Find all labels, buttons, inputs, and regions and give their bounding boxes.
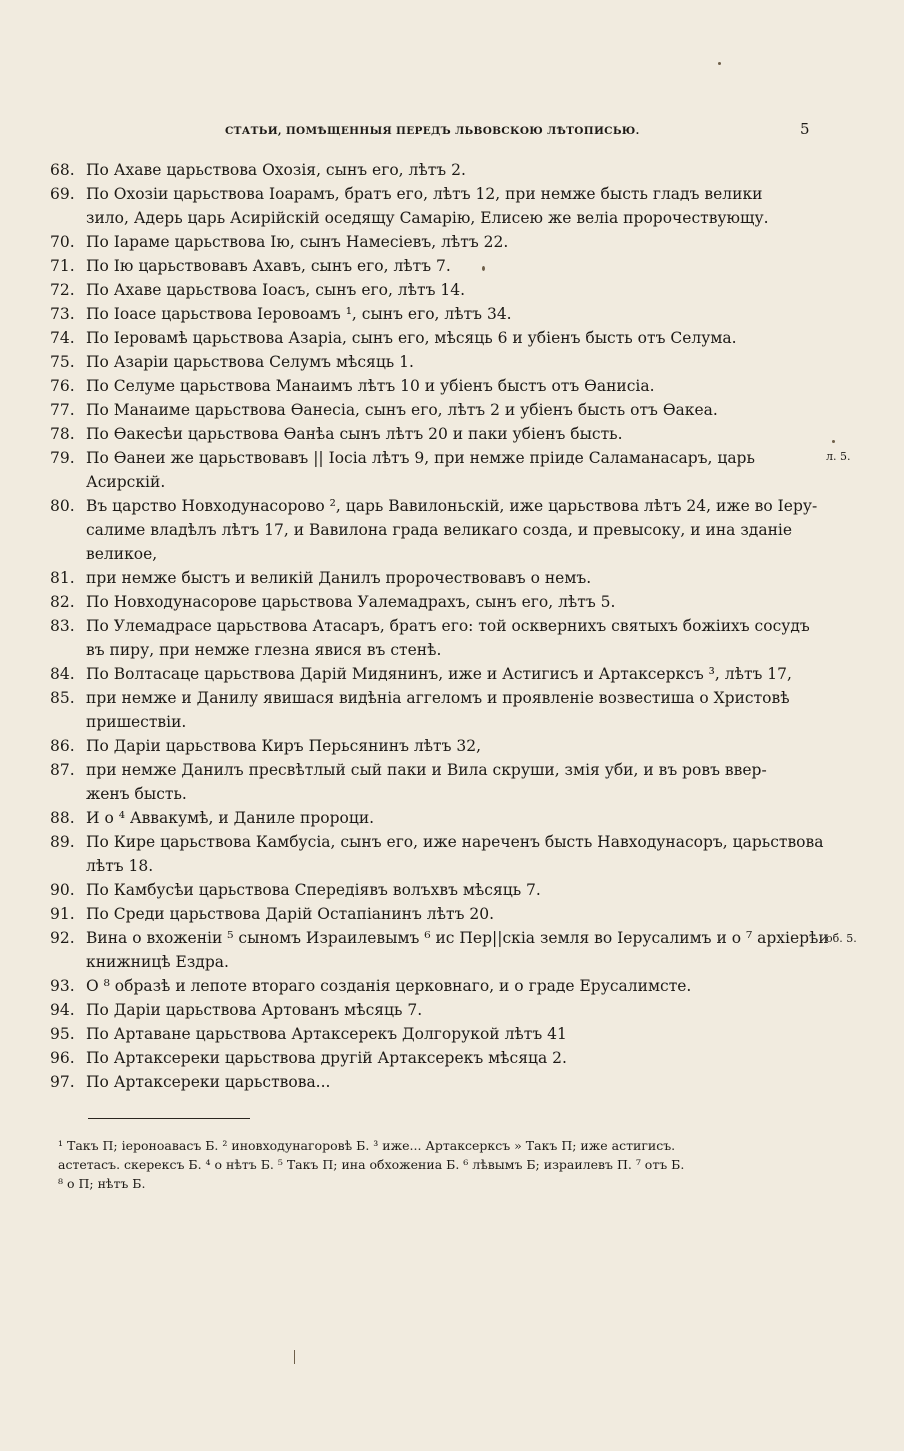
entry-number: 92. xyxy=(50,929,75,947)
chronicle-entry xyxy=(50,566,820,590)
entry-text-line: пришествіи. xyxy=(86,713,187,731)
entry-text-line: По Новходунасорове царьствова Уалемадрахъ, сынъ его, лѣтъ 5. xyxy=(86,593,616,611)
footnotes xyxy=(58,1136,828,1193)
chronicle-entry xyxy=(50,278,820,302)
entry-number: 69. xyxy=(50,185,75,203)
chronicle-entries xyxy=(50,158,829,1094)
entry-number: 85. xyxy=(50,689,75,707)
header-title: СТАТЬИ, ПОМѢЩЕННЫЯ ПЕРЕДЪ ЛЬВОВСКОЮ ЛѢТОПИСЬЮ. xyxy=(225,125,640,137)
chronicle-entry xyxy=(50,806,820,830)
entry-number: 77. xyxy=(50,401,75,419)
entry-text-line: зило, Адерь царь Асирійскій оседящу Самарію, Елисею же веліа пророчествующу. xyxy=(86,209,769,227)
entry-number: 94. xyxy=(50,1001,75,1019)
footnote-line: ⁸ о П; нѣтъ Б. xyxy=(58,1176,146,1191)
paper-speck xyxy=(482,266,485,271)
entry-number: 72. xyxy=(50,281,75,299)
chronicle-entry xyxy=(50,926,829,974)
chronicle-entry xyxy=(50,254,820,278)
chronicle-entry xyxy=(50,422,820,446)
entry-text-line: По Среди царьствова Дарій Остапіанинъ лѣтъ 20. xyxy=(86,905,495,923)
entry-text-line: По Даріи царьствова Киръ Перьсянинъ лѣтъ 32, xyxy=(86,737,482,755)
entry-text-line: По Артаксереки царьствова другій Артаксерекъ мѣсяца 2. xyxy=(86,1049,567,1067)
entry-number: 78. xyxy=(50,425,75,443)
entry-text-line: при немже быстъ и великій Данилъ пророчествовавъ о немъ. xyxy=(86,569,592,587)
entry-text-line: По Волтасаце царьствова Дарій Мидянинъ, иже и Астигисъ и Артаксерксъ ³, лѣтъ 17, xyxy=(86,665,792,683)
chronicle-entry xyxy=(50,158,820,182)
chronicle-entry xyxy=(50,494,820,566)
entry-text-line: По Ѳакесѣи царьствова Ѳанѣа сынъ лѣтъ 20 и паки убіенъ бысть. xyxy=(86,425,623,443)
page-number: 5 xyxy=(800,120,810,138)
entry-text-line: По Улемадрасе царьствова Атасаръ, братъ его: той осквернихъ святыхъ божіихъ сосудъ xyxy=(86,617,810,635)
paper-speck xyxy=(832,440,835,443)
entry-number: 84. xyxy=(50,665,75,683)
entry-text-line: И о ⁴ Аввакумѣ, и Даниле пророци. xyxy=(86,809,375,827)
entry-text-line: По Манаиме царьствова Ѳанесіа, сынъ его, лѣтъ 2 и убіенъ бысть отъ Ѳакеа. xyxy=(86,401,718,419)
entry-number: 80. xyxy=(50,497,75,515)
chronicle-entry xyxy=(50,830,824,878)
chronicle-entry xyxy=(50,758,820,806)
entry-text-line: По Ахаве царьствова Охозія, сынъ его, лѣтъ 2. xyxy=(86,161,466,179)
paper-speck xyxy=(294,1350,295,1364)
marginal-note: л. 5. xyxy=(826,450,851,463)
entry-number: 82. xyxy=(50,593,75,611)
entry-text-line: По Ахаве царьствова Іоасъ, сынъ его, лѣтъ 14. xyxy=(86,281,466,299)
entry-text-line: По Ѳанеи же царьствовавъ || Іосіа лѣтъ 9, при немже пріиде Саламанасаръ, царь xyxy=(86,449,755,467)
entry-text-line: Асирскій. xyxy=(86,473,166,491)
entry-text-line: книжницѣ Ездра. xyxy=(86,953,229,971)
chronicle-entry xyxy=(50,182,820,230)
chronicle-entry xyxy=(50,374,820,398)
chronicle-entry xyxy=(50,662,820,686)
entry-number: 93. xyxy=(50,977,75,995)
chronicle-entry xyxy=(50,734,820,758)
entry-number: 70. xyxy=(50,233,75,251)
entry-number: 89. xyxy=(50,833,75,851)
paper-speck xyxy=(718,62,721,65)
entry-text-line: По Даріи царьствова Артованъ мѣсяць 7. xyxy=(86,1001,423,1019)
chronicle-entry xyxy=(50,326,820,350)
entry-text-line: салиме владѣлъ лѣтъ 17, и Вавилона града великаго созда, и превысоку, и ина зданіе xyxy=(86,521,793,539)
entry-text-line: лѣтъ 18. xyxy=(86,857,154,875)
entry-text-line: По Азаріи царьствова Селумъ мѣсяць 1. xyxy=(86,353,414,371)
entry-number: 71. xyxy=(50,257,75,275)
chronicle-entry xyxy=(50,998,820,1022)
chronicle-entry xyxy=(50,902,820,926)
entry-text-line: По Охозіи царьствова Іоарамъ, братъ его, лѣтъ 12, при немже бысть гладъ велики xyxy=(86,185,763,203)
entry-text-line: По Камбусѣи царьствова Спередіявъ волъхвъ мѣсяць 7. xyxy=(86,881,541,899)
entry-number: 81. xyxy=(50,569,75,587)
entry-number: 97. xyxy=(50,1073,75,1091)
entry-number: 95. xyxy=(50,1025,75,1043)
entry-text-line: По Ію царьствовавъ Ахавъ, сынъ его, лѣтъ 7. xyxy=(86,257,451,275)
running-header xyxy=(0,120,904,142)
entry-number: 91. xyxy=(50,905,75,923)
footnote-line: астетасъ. скерексъ Б. ⁴ о нѣтъ Б. ⁵ Такъ П; ина обхожениа Б. ⁶ лѣвымъ Б; израилевъ П. ⁷ отъ Б. xyxy=(58,1157,685,1172)
chronicle-entry xyxy=(50,686,820,734)
footnote-separator xyxy=(88,1118,250,1119)
footnote-line: ¹ Такъ П; іероноавасъ Б. ² иновходунагоровѣ Б. ³ иже... Артаксерксъ » Такъ П; иже астигисъ. xyxy=(58,1138,676,1153)
entry-text-line: въ пиру, при немже глезна явися въ стенѣ. xyxy=(86,641,442,659)
entry-number: 74. xyxy=(50,329,75,347)
chronicle-entry xyxy=(50,350,820,374)
entry-number: 73. xyxy=(50,305,75,323)
chronicle-entry xyxy=(50,1022,820,1046)
chronicle-entry xyxy=(50,590,820,614)
chronicle-entry xyxy=(50,974,820,998)
chronicle-entry xyxy=(50,398,820,422)
marginal-note: об. 5. xyxy=(826,932,857,945)
chronicle-entry xyxy=(50,614,820,662)
chronicle-entry xyxy=(50,446,820,494)
entry-text-line: По Іеровамѣ царьствова Азаріа, сынъ его, мѣсяць 6 и убіенъ бысть отъ Селума. xyxy=(86,329,737,347)
entry-text-line: По Артаване царьствова Артаксерекъ Долгорукой лѣтъ 41 xyxy=(86,1025,567,1043)
chronicle-entry xyxy=(50,230,820,254)
entry-number: 79. xyxy=(50,449,75,467)
entry-text-line: По Селуме царьствова Манаимъ лѣтъ 10 и убіенъ быстъ отъ Ѳанисіа. xyxy=(86,377,655,395)
entry-number: 96. xyxy=(50,1049,75,1067)
chronicle-entry xyxy=(50,302,820,326)
entry-text-line: Вина о вхоженіи ⁵ сыномъ Израилевымъ ⁶ ис Пер||скіа земля во Іерусалимъ и о ⁷ архіерѣи xyxy=(86,929,829,947)
chronicle-entry xyxy=(50,1046,820,1070)
chronicle-entry xyxy=(50,1070,820,1094)
entry-text-line: при немже и Данилу явишася видѣніа аггеломъ и проявленіе возвестиша о Христовѣ xyxy=(86,689,790,707)
entry-text-line: По Кире царьствова Камбусіа, сынъ его, иже нареченъ бысть Навходунасоръ, царьствова xyxy=(86,833,824,851)
entry-number: 90. xyxy=(50,881,75,899)
entry-number: 83. xyxy=(50,617,75,635)
entry-text-line: О ⁸ образѣ и лепоте втораго созданія церковнаго, и о граде Ерусалимсте. xyxy=(86,977,692,995)
entry-text-line: при немже Данилъ пресвѣтлый сый паки и Вила скруши, змія уби, и въ ровъ ввер- xyxy=(86,761,767,779)
entry-number: 76. xyxy=(50,377,75,395)
entry-text-line: женъ бысть. xyxy=(86,785,187,803)
entry-text-line: Въ царство Новходунасорово ², царь Вавилоньскій, иже царьствова лѣтъ 24, иже во Іеру- xyxy=(86,497,818,515)
entry-number: 68. xyxy=(50,161,75,179)
entry-text-line: По Іоасе царьствова Іеровоамъ ¹, сынъ его, лѣтъ 34. xyxy=(86,305,512,323)
entry-text-line: По Іараме царьствова Ію, сынъ Намесіевъ, лѣтъ 22. xyxy=(86,233,509,251)
chronicle-entry xyxy=(50,878,820,902)
entry-number: 86. xyxy=(50,737,75,755)
entry-text-line: По Артаксереки царьствова... xyxy=(86,1073,331,1091)
entry-number: 88. xyxy=(50,809,75,827)
entry-text-line: великое, xyxy=(86,545,158,563)
entry-number: 75. xyxy=(50,353,75,371)
entry-number: 87. xyxy=(50,761,75,779)
